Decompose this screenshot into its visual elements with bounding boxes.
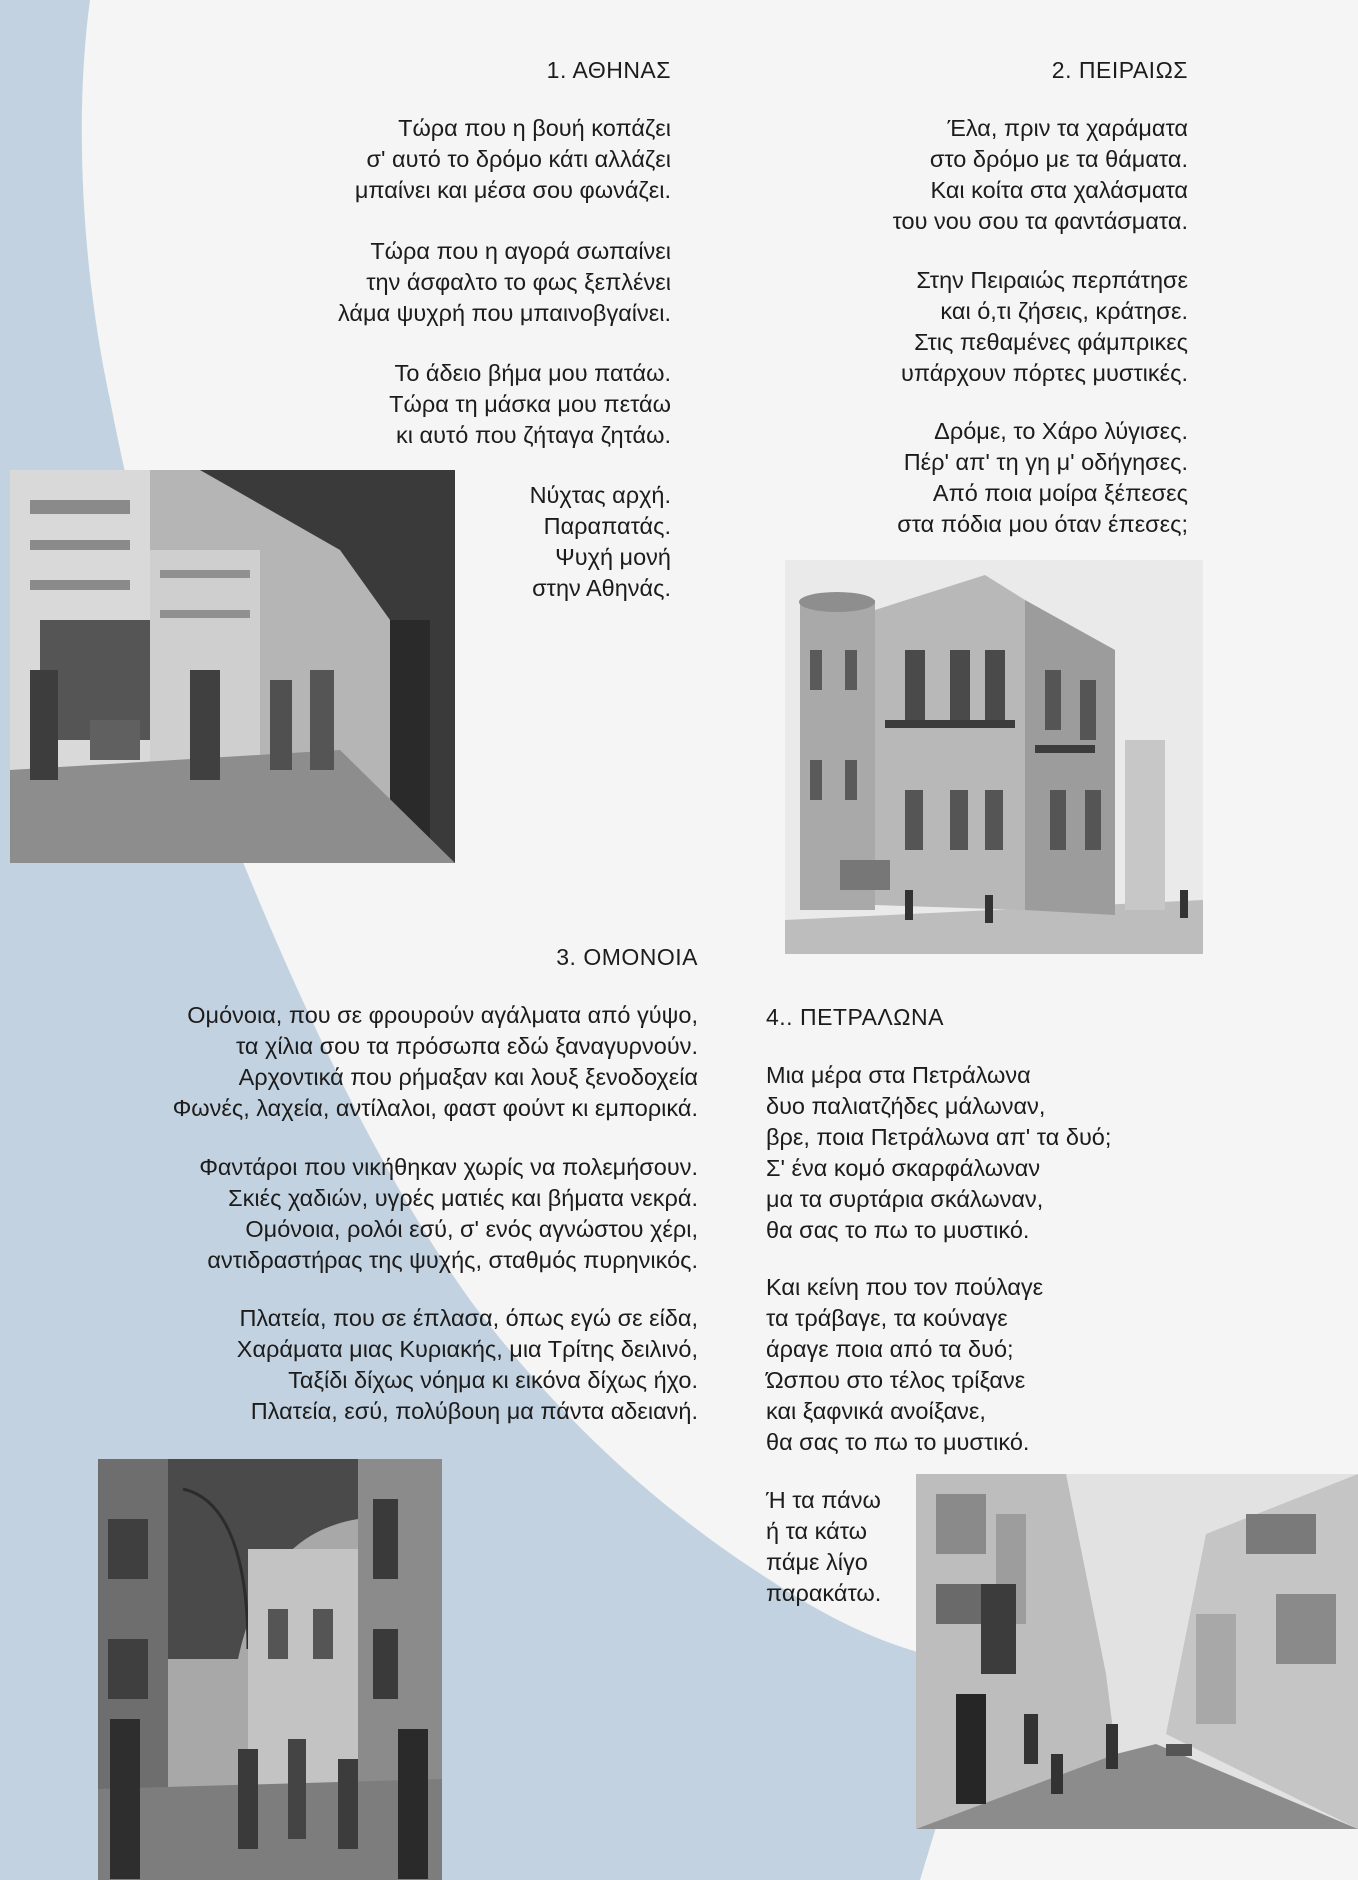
omonoia-arcade-photo (98, 1459, 442, 1880)
poem-line: Φαντάροι που νικήθηκαν χωρίς να πολεμήσουν. (199, 1154, 698, 1180)
poem-line: Ομόνοια, που σε φρουρούν αγάλματα από γύψο, (187, 1002, 698, 1028)
poem-line: μα τα συρτάρια σκάλωναν, (766, 1186, 1044, 1212)
poem-line: στα πόδια μου όταν έπεσες; (897, 511, 1188, 537)
petralona-stanza-3 (766, 1485, 881, 1609)
poem-line: Μια μέρα στα Πετράλωνα (766, 1062, 1031, 1088)
poem-line: στο δρόμο με τα θάματα. (929, 146, 1188, 172)
poem-line: Τώρα που η αγορά σωπαίνει (370, 238, 671, 264)
petralona-street-photo (916, 1474, 1358, 1829)
poem-line: Στις πεθαμένες φάμπρικες (914, 329, 1188, 355)
poem-line: Χαράματα μιας Κυριακής, μια Τρίτης δειλινό, (236, 1336, 698, 1362)
poem-title-omonoia: 3. ΟΜΟΝΟΙΑ (556, 944, 698, 970)
petralona-stanza-1 (766, 1060, 1111, 1246)
peiraios-stanza-1 (893, 113, 1188, 237)
poem-line: βρε, ποια Πετράλωνα απ' τα δυό; (766, 1124, 1112, 1150)
poem-line: Ομόνοια, ρολόι εσύ, σ' ενός αγνώστου χέρι, (245, 1216, 698, 1242)
poem-line: Σ' ένα κομό σκαρφάλωναν (766, 1155, 1041, 1181)
poem-line: ή τα κάτω (766, 1518, 868, 1544)
poem-line: Ψυχή μονή (555, 544, 671, 570)
poem-line: στην Αθηνάς. (532, 575, 671, 601)
peiraios-stanza-3 (897, 416, 1188, 540)
poem-line: Αρχοντικά που ρήμαξαν και λουξ ξενοδοχεία (238, 1064, 698, 1090)
piraeus-mansion-photo (785, 560, 1203, 954)
poem-line: Δρόμε, το Χάρο λύγισες. (934, 418, 1188, 444)
poem-line: Και κοίτα στα χαλάσματα (930, 177, 1188, 203)
poem-line: άραγε ποια από τα δυό; (766, 1336, 1014, 1362)
poem-line: σ' αυτό το δρόμο κάτι αλλάζει (366, 146, 671, 172)
poem-line: Πέρ' απ' τη γη μ' οδήγησες. (903, 449, 1188, 475)
poem-line: Ώσπου στο τέλος τρίξανε (766, 1367, 1026, 1393)
athinas-stanza-3 (389, 358, 671, 451)
athinas-stanza-2 (338, 236, 671, 329)
poem-line: θα σας το πω το μυστικό. (766, 1217, 1030, 1243)
poem-line: Ή τα πάνω (766, 1487, 881, 1513)
poem-line: δυο παλιατζήδες μάλωναν, (766, 1093, 1046, 1119)
poem-title-peiraios: 2. ΠΕΙΡΑΙΩΣ (1051, 57, 1188, 83)
poem-line: παρακάτω. (766, 1580, 882, 1606)
poem-line: Έλα, πριν τα χαράματα (947, 115, 1188, 141)
athinas-street-photo (10, 470, 455, 863)
athinas-stanza-4 (530, 480, 671, 604)
poem-line: τα χίλια σου τα πρόσωπα εδώ ξαναγυρνούν. (235, 1033, 698, 1059)
poem-line: και ό,τι ζήσεις, κράτησε. (940, 298, 1188, 324)
poem-line: Ταξίδι δίχως νόημα κι εικόνα δίχως ήχο. (288, 1367, 698, 1393)
poem-line: Από ποια μοίρα ξέπεσες (932, 480, 1188, 506)
omonoia-stanza-1 (173, 1000, 698, 1124)
petralona-stanza-2 (766, 1272, 1043, 1458)
poem-line: αντιδραστήρας της ψυχής, σταθμός πυρηνικός. (207, 1247, 698, 1273)
poem-line: τα τράβαγε, τα κούναγε (766, 1305, 1008, 1331)
omonoia-stanza-2 (199, 1152, 698, 1276)
poem-line: Τώρα τη μάσκα μου πετάω (389, 391, 671, 417)
poem-line: κι αυτό που ζήταγα ζητάω. (396, 422, 671, 448)
poem-line: Φωνές, λαχεία, αντίλαλοι, φαστ φούντ κι εμπορικά. (172, 1095, 698, 1121)
poem-line: μπαίνει και μέσα σου φωνάζει. (354, 177, 671, 203)
poem-line: του νου σου τα φαντάσματα. (892, 208, 1188, 234)
poem-line: Και κείνη που τον πούλαγε (766, 1274, 1044, 1300)
poem-title-petralona: 4.. ΠΕΤΡΑΛΩΝΑ (766, 1004, 944, 1030)
athinas-stanza-1 (355, 113, 671, 206)
peiraios-stanza-2 (901, 265, 1188, 389)
poem-line: Σκιές χαδιών, υγρές ματιές και βήματα νεκρά. (228, 1185, 698, 1211)
poem-line: Παραπατάς. (543, 513, 671, 539)
poem-line: Νύχτας αρχή. (529, 482, 671, 508)
poem-line: και ξαφνικά ανοίξανε, (766, 1398, 986, 1424)
poem-line: Το άδειο βήμα μου πατάω. (394, 360, 671, 386)
poem-line: πάμε λίγο (766, 1549, 868, 1575)
poem-line: Πλατεία, που σε έπλασα, όπως εγώ σε είδα, (239, 1305, 698, 1331)
poem-line: λάμα ψυχρή που μπαινοβγαίνει. (338, 300, 671, 326)
poem-title-athinas: 1. ΑΘΗΝΑΣ (546, 57, 671, 83)
poem-line: Πλατεία, εσύ, πολύβουη μα πάντα αδειανή. (250, 1398, 698, 1424)
poem-line: θα σας το πω το μυστικό. (766, 1429, 1030, 1455)
poem-line: υπάρχουν πόρτες μυστικές. (900, 360, 1188, 386)
omonoia-stanza-3 (237, 1303, 698, 1427)
poem-line: Τώρα που η βουή κοπάζει (398, 115, 671, 141)
poem-line: την άσφαλτο το φως ξεπλένει (366, 269, 671, 295)
poem-line: Στην Πειραιώς περπάτησε (916, 267, 1188, 293)
